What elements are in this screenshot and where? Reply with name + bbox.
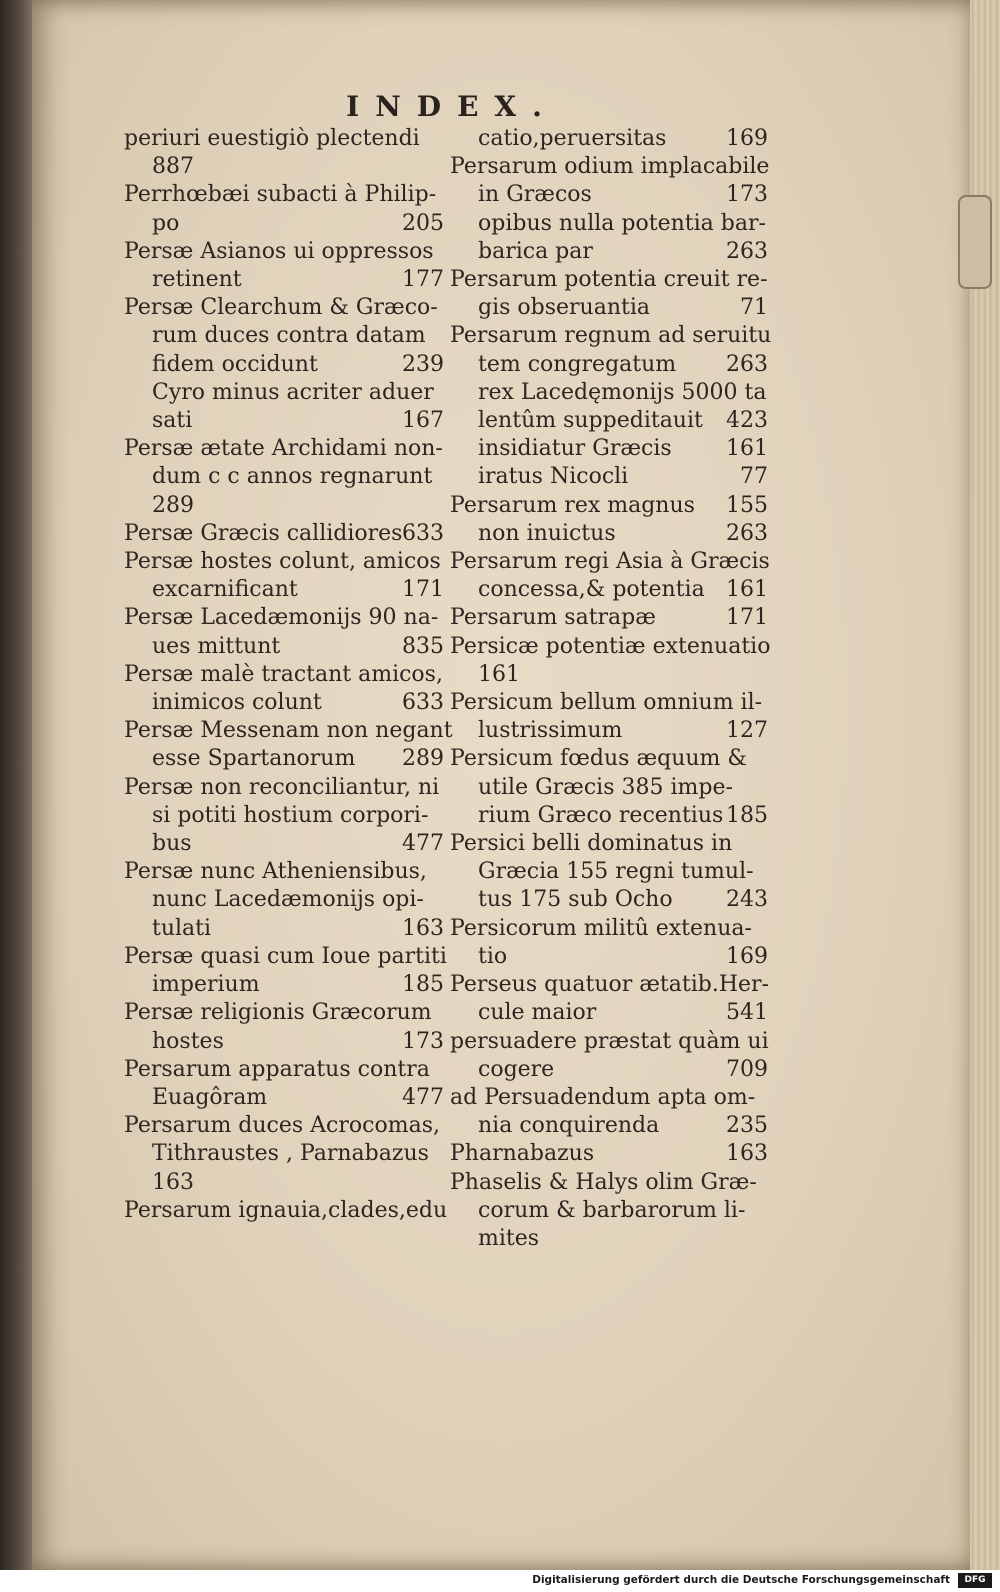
page-reference: 155 — [726, 492, 768, 518]
index-entry — [124, 774, 444, 859]
page-reference: 423 — [726, 408, 768, 434]
index-entry — [124, 379, 444, 435]
entry-line: Persarum apparatus contra — [124, 1056, 430, 1082]
entry-line: Persarum regi Asia à Græcis — [450, 549, 770, 575]
page-clip — [958, 195, 992, 289]
index-entry — [124, 294, 444, 379]
page-reference: 161 — [726, 577, 768, 603]
index-entry — [450, 689, 768, 745]
entry-line: Persicæ potentiæ extenuatio — [450, 633, 771, 659]
index-entry — [124, 238, 444, 294]
entry-line: in Græcos — [478, 182, 592, 208]
index-entry — [124, 661, 444, 717]
entry-line: Perseus quatuor ætatib.Her- — [450, 972, 769, 998]
entry-line: Persicum fœdus æquum & — [450, 746, 747, 772]
entry-line: mites — [478, 1225, 540, 1251]
entry-line: Persæ non reconciliantur, ni — [124, 774, 440, 800]
entry-line: inimicos colunt — [152, 690, 322, 716]
page-reference: 263 — [726, 351, 768, 377]
page-reference: 477 — [402, 1084, 444, 1110]
page-reference: 205 — [402, 210, 444, 236]
page-reference: 169 — [726, 943, 768, 969]
entry-line: Græcia 155 regni tumul- — [478, 859, 754, 885]
funding-credit: Digitalisierung gefördert durch die Deutsche Forschungsgemeinschaft — [532, 1574, 950, 1586]
entry-line: sati — [152, 408, 193, 434]
entry-line: 289 — [152, 492, 194, 518]
page-reference: 163 — [402, 915, 444, 941]
entry-line: barica par — [478, 238, 593, 264]
entry-line: dum c c annos regnarunt — [152, 464, 433, 490]
entry-line: retinent — [152, 267, 242, 293]
entry-line: ues mittunt — [152, 633, 281, 659]
page-reference: 171 — [402, 577, 444, 603]
index-entry — [124, 1056, 444, 1112]
index-entry — [450, 1140, 768, 1168]
entry-line: Persæ Græcis callidiores — [124, 520, 403, 546]
page-reference: 71 — [740, 295, 768, 321]
index-entry — [124, 717, 453, 773]
index-entry — [450, 153, 768, 209]
entry-line: Persicorum militû extenua- — [450, 915, 752, 941]
entry-line: Perrhœbæi subacti à Philip- — [124, 182, 437, 208]
page-reference: 161 — [726, 436, 768, 462]
entry-line: Persarum odium implacabile — [450, 154, 770, 180]
entry-line: Persæ quasi cum Ioue partiti — [124, 943, 447, 969]
page-reference: 167 — [402, 408, 444, 434]
index-entry — [450, 1028, 768, 1084]
page-reference: 633 — [402, 690, 444, 716]
index-entry — [450, 548, 768, 604]
index-entry — [124, 604, 444, 660]
page-reference: 171 — [726, 605, 768, 631]
entry-line: iratus Nicocli — [478, 464, 629, 490]
entry-line: Phaselis & Halys olim Græ- — [450, 1169, 757, 1195]
page-reference: 835 — [402, 633, 444, 659]
entry-line: lustrissimum — [478, 718, 623, 744]
index-entry — [124, 548, 444, 604]
entry-line: cule maior — [478, 1000, 597, 1026]
entry-line: 163 — [152, 1169, 194, 1195]
entry-line: Persæ Asianos ui oppressos — [124, 238, 434, 264]
entry-line: Persæ Messenam non negant — [124, 718, 453, 744]
page-reference: 709 — [726, 1056, 768, 1082]
index-entry — [124, 1197, 448, 1225]
index-entry — [450, 210, 768, 266]
entry-line: po — [152, 210, 180, 236]
entry-line: utile Græcis 385 impe- — [478, 774, 733, 800]
entry-line: Persarum rex magnus — [450, 492, 695, 518]
index-entry — [124, 520, 444, 548]
index-entry — [450, 463, 768, 491]
index-entry — [450, 1169, 768, 1254]
entry-line: insidiatur Græcis — [478, 436, 672, 462]
entry-line: Persæ malè tractant amicos, — [124, 661, 443, 687]
entry-line: catio,peruersitas — [478, 126, 667, 151]
page-reference: 163 — [726, 1141, 768, 1167]
index-entry — [450, 322, 772, 378]
entry-line: Persarum regnum ad seruitu — [450, 323, 772, 349]
entry-line: tus 175 sub Ocho — [478, 887, 673, 913]
page-reference: 177 — [402, 267, 444, 293]
page-reference: 235 — [726, 1113, 768, 1139]
page-reference: 77 — [740, 464, 768, 490]
entry-line: opibus nulla potentia bar- — [478, 210, 766, 236]
index-entry — [450, 435, 768, 463]
entry-line: rum duces contra datam — [152, 323, 426, 349]
entry-line: hostes — [152, 1028, 224, 1054]
dfg-logo-icon: DFG — [958, 1573, 992, 1588]
entry-line: tem congregatum — [478, 351, 677, 377]
entry-line: Persæ ætate Archidami non- — [124, 436, 443, 462]
entry-line: Persarum duces Acrocomas, — [124, 1113, 440, 1139]
index-entry — [124, 1112, 444, 1197]
entry-line: Persarum ignauia,clades,edu — [124, 1197, 448, 1223]
entry-line: Persæ Clearchum & Græco- — [124, 295, 438, 321]
index-entry — [450, 1084, 768, 1140]
entry-line: persuadere præstat quàm ui — [450, 1028, 769, 1054]
index-entry — [450, 830, 768, 915]
page-reference: 243 — [726, 887, 768, 913]
entry-line: Persarum potentia creuit re- — [450, 267, 768, 293]
page-header: INDEX. — [346, 90, 558, 123]
entry-line: Persæ nunc Atheniensibus, — [124, 859, 427, 885]
entry-line: non inuictus — [478, 520, 616, 546]
entry-line: tio — [478, 943, 508, 969]
entry-line: periuri euestigiò plectendi — [124, 126, 420, 151]
entry-line: esse Spartanorum — [152, 746, 356, 772]
page-reference: 127 — [726, 718, 768, 744]
index-entry — [450, 266, 768, 322]
entry-line: bus — [152, 831, 192, 857]
entry-line: rex Lacedęmonijs 5000 ta — [478, 379, 767, 405]
index-entry — [124, 858, 444, 943]
entry-line: Pharnabazus — [450, 1141, 595, 1167]
index-column-right — [450, 125, 772, 1253]
index-entry — [450, 492, 768, 520]
entry-line: 887 — [152, 154, 194, 180]
entry-line: Persæ religionis Græcorum — [124, 1000, 432, 1026]
index-entry — [124, 943, 447, 999]
entry-line: concessa,& potentia — [478, 577, 705, 603]
index-entry — [450, 745, 768, 830]
page-reference: 477 — [402, 831, 444, 857]
book-page — [32, 0, 976, 1570]
entry-line: ad Persuadendum apta om- — [450, 1084, 756, 1110]
entry-line: Persæ hostes colunt, amicos — [124, 549, 441, 575]
index-entry — [450, 520, 768, 548]
entry-line: excarnificant — [152, 577, 298, 603]
page-reference: 169 — [726, 126, 768, 151]
entry-line: Persarum satrapæ — [450, 605, 656, 631]
page-reference: 185 — [402, 972, 444, 998]
entry-line: tulati — [152, 915, 212, 941]
entry-line: lentûm suppeditauit — [478, 408, 703, 434]
entry-line: gis obseruantia — [478, 295, 651, 321]
entry-line: fidem occidunt — [152, 351, 318, 377]
page-reference: 289 — [402, 746, 444, 772]
index-entry — [124, 125, 444, 181]
index-entry — [450, 604, 768, 632]
index-entry — [450, 633, 771, 689]
index-entry — [450, 971, 768, 1027]
entry-line: si potiti hostium corpori- — [152, 802, 429, 828]
page-reference: 239 — [402, 351, 444, 377]
index-entry — [124, 181, 444, 237]
entry-line: Persicum bellum omnium il- — [450, 690, 763, 716]
page-reference: 633 — [402, 520, 444, 546]
entry-line: Cyro minus acriter aduer — [152, 379, 434, 405]
page-reference: 173 — [726, 182, 768, 208]
index-entry — [450, 125, 768, 153]
footer-bar — [0, 1570, 1000, 1592]
entry-line: Euagôram — [152, 1084, 268, 1110]
entry-line: rium Græco recentius — [478, 802, 724, 828]
page-reference: 173 — [402, 1028, 444, 1054]
entry-line: imperium — [152, 972, 260, 998]
entry-line: corum & barbarorum li- — [478, 1197, 746, 1223]
entry-line: 161 — [478, 661, 520, 687]
entry-line: nunc Lacedæmonijs opi- — [152, 887, 424, 913]
page-reference: 263 — [726, 238, 768, 264]
index-entry — [124, 999, 444, 1055]
entry-line: Tithraustes , Parnabazus — [152, 1141, 429, 1167]
index-entry — [450, 915, 768, 971]
entry-line: Persici belli dominatus in — [450, 831, 733, 857]
page-reference: 263 — [726, 520, 768, 546]
index-column-left — [124, 125, 453, 1225]
entry-line: Persæ Lacedæmonijs 90 na- — [124, 605, 439, 631]
index-entry — [450, 379, 768, 435]
entry-line: nia conquirenda — [478, 1113, 660, 1139]
page-reference: 541 — [726, 1000, 768, 1026]
page-reference: 185 — [726, 802, 768, 828]
index-entry — [124, 435, 444, 520]
entry-line: cogere — [478, 1056, 555, 1082]
